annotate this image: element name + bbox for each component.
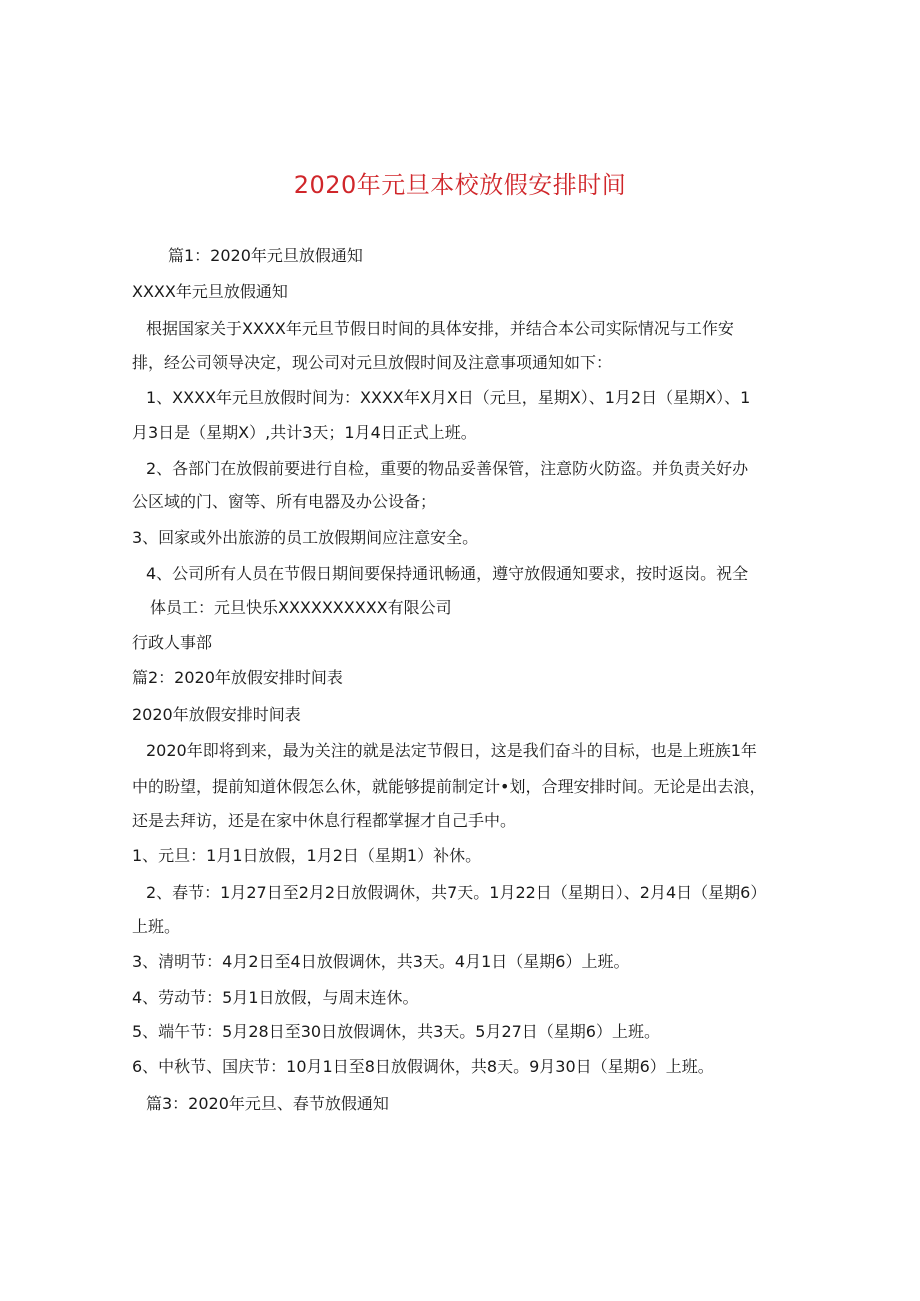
section1-intro-line2: 排，经公司领导决定，现公司对元旦放假时间及注意事项通知如下： — [132, 353, 613, 372]
section1-heading: 篇1：2020年元旦放假通知 — [168, 246, 363, 265]
section2-item1: 1、元旦：1月1日放假，1月2日（星期1）补休。 — [132, 846, 482, 865]
section1-item2-line2: 公区域的门、窗等、所有电器及办公设备； — [132, 492, 437, 511]
section2-item5: 5、端午节：5月28日至30日放假调休，共3天。5月27日（星期6）上班。 — [132, 1022, 660, 1041]
section2-item3: 3、清明节：4月2日至4日放假调休，共3天。4月1日（星期6）上班。 — [132, 952, 630, 971]
section1-intro-line1: 根据国家关于XXXX年元旦节假日时间的具体安排，并结合本公司实际情况与工作安 — [146, 319, 734, 338]
section2-item2-line1: 2、春节：1月27日至2月2日放假调休，共7天。1月22日（星期日）、2月4日（星期6） — [146, 883, 767, 902]
section1-item2-line1: 2、各部门在放假前要进行自检，重要的物品妥善保管，注意防火防盗。并负责关好办 — [146, 459, 749, 478]
section1-item1-line2: 月3日是（星期X）,共计3天；1月4日正式上班。 — [132, 423, 477, 442]
section2-item6: 6、中秋节、国庆节：10月1日至8日放假调休，共8天。9月30日（星期6）上班。 — [132, 1057, 714, 1076]
section2-heading: 篇2：2020年放假安排时间表 — [132, 668, 343, 687]
section1-item4-line2: 体员工：元旦快乐XXXXXXXXXX有限公司 — [150, 598, 452, 617]
section1-item1-line1: 1、XXXX年元旦放假时间为：XXXX年X月X日（元旦，星期X）、1月2日（星期X）、1 — [146, 388, 751, 407]
section2-intro-line3: 还是去拜访，还是在家中休息行程都掌握才自己手中。 — [132, 811, 517, 830]
section1-item3: 3、回家或外出旅游的员工放假期间应注意安全。 — [132, 528, 479, 547]
section1-item4-line1: 4、公司所有人员在节假日期间要保持通讯畅通，遵守放假通知要求，按时返岗。祝全 — [146, 564, 749, 583]
section2-item2-line2: 上班。 — [132, 917, 181, 936]
document-title: 2020年元旦本校放假安排时间 — [293, 171, 627, 199]
section2-subtitle: 2020年放假安排时间表 — [132, 705, 301, 724]
section1-signature: 行政人事部 — [132, 633, 213, 652]
section1-subtitle: XXXX年元旦放假通知 — [132, 282, 288, 301]
section2-item4: 4、劳动节：5月1日放假，与周末连休。 — [132, 988, 419, 1007]
section2-intro-line1: 2020年即将到来，最为关注的就是法定节假日，这是我们奋斗的目标，也是上班族1年 — [146, 741, 757, 760]
section2-intro-line2: 中的盼望，提前知道休假怎么休，就能够提前制定计•划，合理安排时间。无论是出去浪， — [132, 777, 766, 796]
section3-heading: 篇3：2020年元旦、春节放假通知 — [146, 1094, 389, 1113]
